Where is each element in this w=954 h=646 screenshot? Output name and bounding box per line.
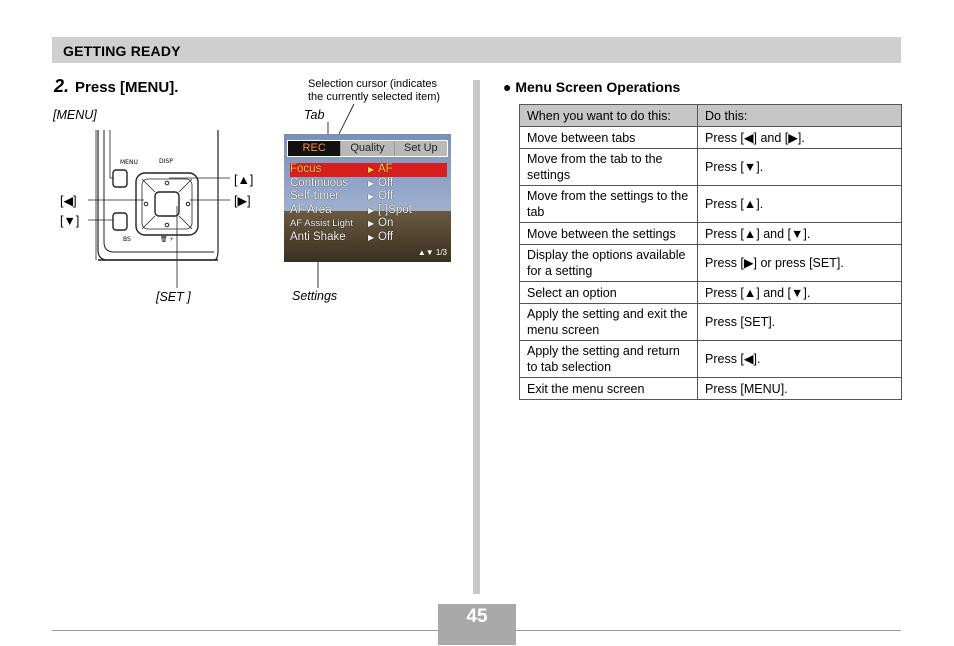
table-header-cell: When you want to do this: <box>520 105 698 127</box>
table-cell: Press [▲]. <box>698 186 902 223</box>
table-cell: Select an option <box>520 282 698 304</box>
table-cell: Move from the tab to the settings <box>520 149 698 186</box>
down-key-label: [▼] <box>60 214 80 228</box>
table-row <box>520 127 902 149</box>
table-row <box>520 186 902 223</box>
menu-button-label: [MENU] <box>53 108 97 122</box>
settings-label: Settings <box>292 289 338 303</box>
left-key-label: [◀] <box>60 194 77 208</box>
step-number: 2. <box>54 76 70 96</box>
lcd-row-anti-shake[interactable]: Anti Shake ▶ Off <box>290 230 394 243</box>
right-key-label: [▶] <box>234 194 251 208</box>
lcd-tab-quality[interactable]: Quality <box>341 141 394 156</box>
arrow-right-icon: ▶ <box>368 178 375 188</box>
up-key-label: [▲] <box>234 173 254 187</box>
step-text: Press [MENU]. <box>75 79 179 96</box>
table-cell: Apply the setting and return to tab selection <box>520 341 698 378</box>
table-cell: Press [▼]. <box>698 149 902 186</box>
table-cell: Press [▲] and [▼]. <box>698 223 902 245</box>
table-cell: Press [▶] or press [SET]. <box>698 245 902 282</box>
table-row <box>520 378 902 400</box>
tab-label: Tab <box>304 108 325 122</box>
camera-bs-text: BS <box>123 236 131 243</box>
table-row <box>520 304 902 341</box>
lcd-row-self-timer[interactable]: Self-timer ▶ Off <box>290 190 394 203</box>
table-row <box>520 149 902 186</box>
table-row <box>520 223 902 245</box>
camera-disp-text: DISP <box>159 158 173 165</box>
menu-operations-table <box>519 104 902 400</box>
arrow-right-icon: ▶ <box>368 232 375 242</box>
table-row <box>520 341 902 378</box>
arrow-right-icon: ▶ <box>368 205 375 215</box>
table-cell: Move between the settings <box>520 223 698 245</box>
section-title: ● Menu Screen Operations <box>503 79 681 95</box>
lcd-row-af-assist-light[interactable]: AF Assist Light ▶ On <box>290 217 394 230</box>
lcd-row-continuous[interactable]: Continuous ▶ Off <box>290 176 394 189</box>
table-cell: Press [SET]. <box>698 304 902 341</box>
arrow-right-icon: ▶ <box>368 219 375 229</box>
lcd-tab-bar <box>287 140 448 157</box>
lcd-row-focus[interactable]: Focus ▶ AF <box>290 163 447 177</box>
table-cell: Display the options available for a setting <box>520 245 698 282</box>
table-cell: Move between tabs <box>520 127 698 149</box>
table-cell: Exit the menu screen <box>520 378 698 400</box>
table-row <box>520 245 902 282</box>
set-button-label: [SET ] <box>156 290 191 304</box>
cursor-caption-line2: the currently selected item) <box>308 91 441 103</box>
cursor-caption-line1: Selection cursor (indicates <box>308 78 438 90</box>
table-cell: Press [◀]. <box>698 341 902 378</box>
camera-back-diagram <box>88 130 238 290</box>
arrow-right-icon: ▶ <box>368 165 375 174</box>
section-header <box>52 37 901 63</box>
lcd-page-indicator: ▲▼ 1/3 <box>417 248 447 257</box>
camera-lcd-screen <box>284 134 451 262</box>
table-row <box>520 282 902 304</box>
svg-text:🗑 ⚡: 🗑 ⚡ <box>160 236 174 243</box>
lcd-menu-list <box>290 163 447 245</box>
page-number: 45 <box>438 604 516 630</box>
table-cell: Press [◀] and [▶]. <box>698 127 902 149</box>
column-divider <box>473 80 480 594</box>
lcd-tab-rec[interactable]: REC <box>288 141 341 156</box>
table-cell: Move from the settings to the tab <box>520 186 698 223</box>
table-cell: Press [MENU]. <box>698 378 902 400</box>
table-header-row <box>520 105 902 127</box>
table-header-cell: Do this: <box>698 105 902 127</box>
table-cell: Apply the setting and exit the menu screen <box>520 304 698 341</box>
step-heading <box>54 76 178 97</box>
section-header-title: GETTING READY <box>63 43 181 59</box>
table-cell: Press [▲] and [▼]. <box>698 282 902 304</box>
camera-menu-text: MENU <box>120 159 138 166</box>
lcd-tab-setup[interactable]: Set Up <box>395 141 447 156</box>
page-number-strip <box>438 630 516 645</box>
lcd-row-af-area[interactable]: AF Area ▶ [·]Spot <box>290 203 412 216</box>
arrow-right-icon: ▶ <box>368 192 375 202</box>
